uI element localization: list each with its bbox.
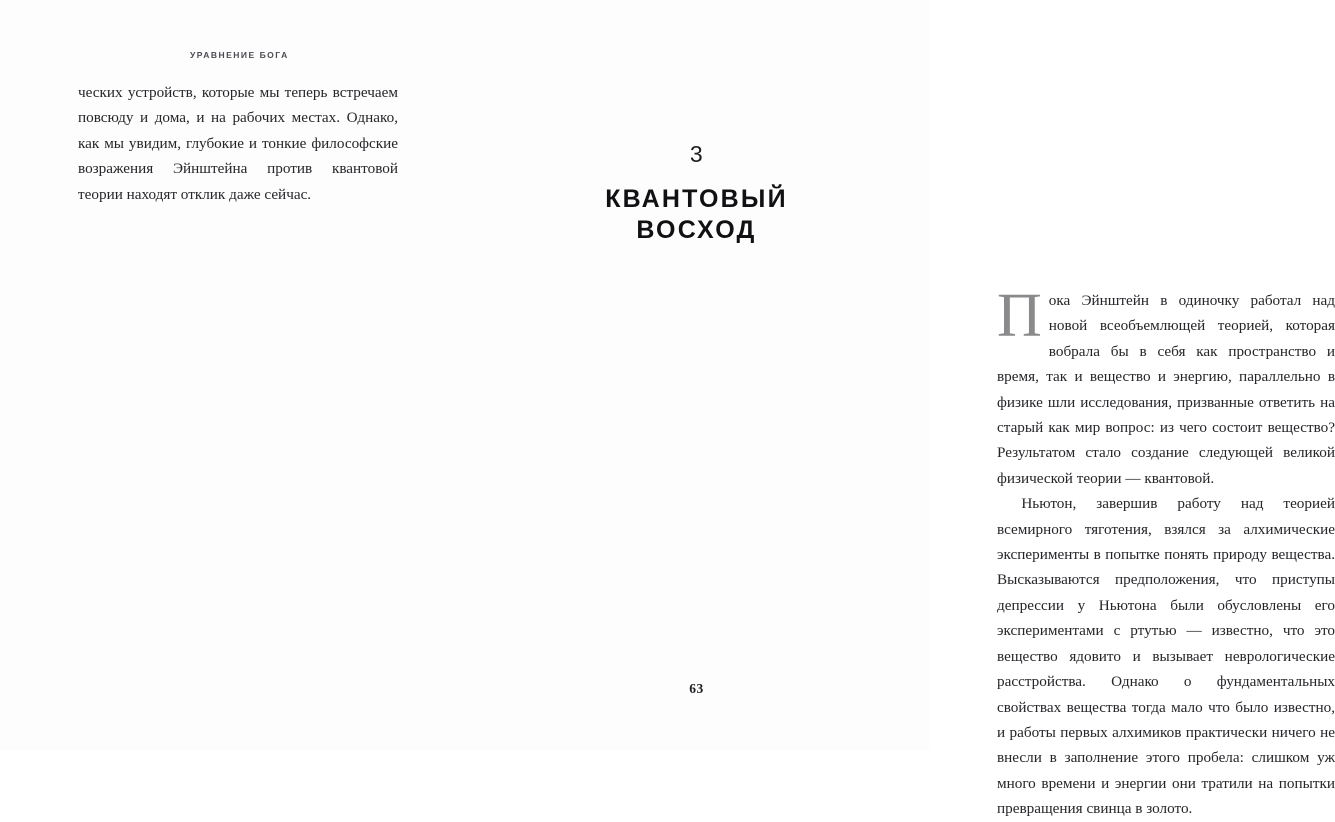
running-head: УРАВНЕНИЕ БОГА bbox=[190, 50, 289, 60]
paragraph-text: ока Эйнштейн в одиночку работал над новой всеобъемлющей теорией, которая вобрала бы в себя как пространство и время, так и вещество и энергию, параллельно в физике шли исследования, призванные ответить на старый как мир вопрос: из чего состоит вещество? Результатом стало создание следующей великой физической теории — квантовой. bbox=[997, 292, 1335, 487]
left-page bbox=[0, 0, 464, 750]
chapter-number: 3 bbox=[689, 141, 704, 167]
right-page bbox=[464, 0, 1335, 818]
paragraph: ческих устройств, которые мы теперь встречаем повсюду и дома, и на рабочих местах. Однако, как мы увидим, глубокие и тонкие философские возражения Эйнштейна против квантовой теории находят отклик даже сейчас. bbox=[78, 84, 398, 203]
paragraph-with-dropcap bbox=[997, 282, 1335, 491]
right-page-text-block bbox=[997, 282, 1335, 822]
drop-cap: П bbox=[997, 282, 1042, 350]
paragraph: Ньютон, завершив работу над теорией всемирного тяготения, взялся за алхимические эксперименты в попытке понять природу вещества. Высказываются предположения, что приступы депрессии у Ньютона были обусловлены его экспериментами с ртутью — известно, что это вещество ядовито и вызывает неврологические расстройства. Однако о фундаментальных свойствах вещества тогда мало что было известно, и работы первых алхимиков практически ничего не внесли в заполнение этого пробела: слишком уж много времени и энергии они тратили на попытки превращения свинца в золото. bbox=[997, 495, 1335, 818]
chapter-title bbox=[464, 184, 929, 246]
page-number: 63 bbox=[689, 681, 704, 696]
chapter-title-line-2: ВОСХОД bbox=[636, 216, 757, 244]
left-page-text-block bbox=[78, 80, 398, 207]
chapter-title-line-1: КВАНТОВЫЙ bbox=[605, 185, 788, 213]
